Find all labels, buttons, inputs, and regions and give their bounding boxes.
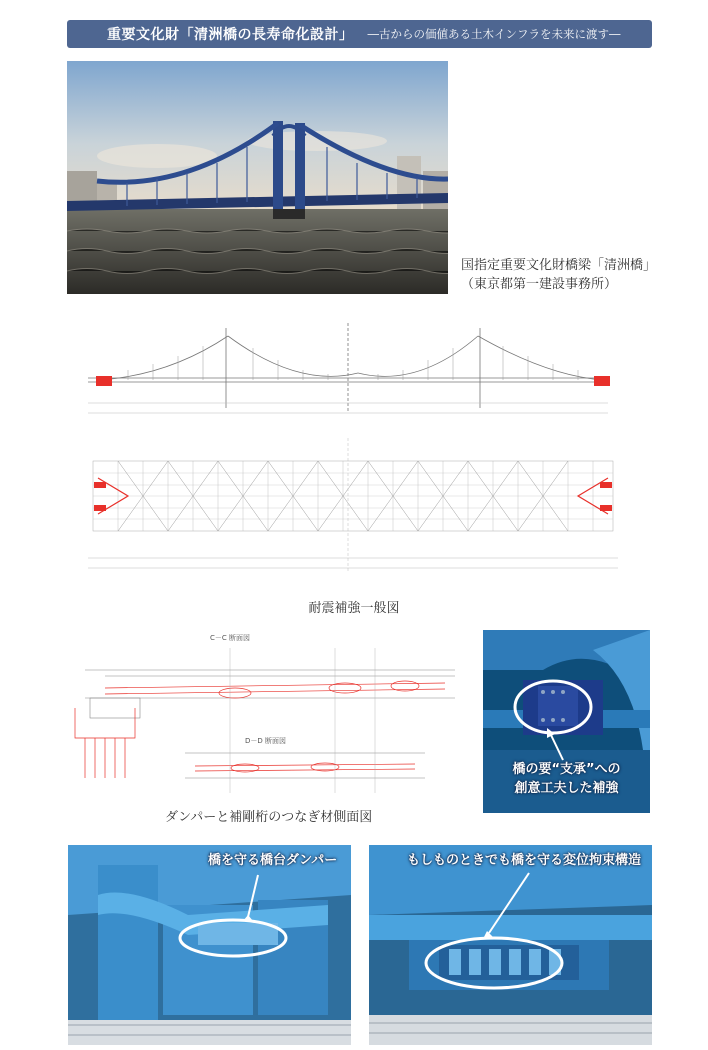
caption-line-1: 国指定重要文化財橋梁「清洲橋」: [461, 258, 657, 273]
header-subtitle: ―古からの価値ある土木インフラを未来に渡す―: [367, 27, 621, 41]
bearing-label-line-1: 橋の要“支承”への: [512, 762, 621, 777]
damper-render: [68, 845, 351, 1045]
damper-drawing-caption: ダンパーと補剛桁のつなぎ材側面図: [165, 810, 373, 825]
restraint-render: [369, 845, 652, 1045]
bearing-label-line-2: 創意工夫した補強: [514, 781, 619, 796]
damper-side-drawing: [45, 628, 465, 803]
bridge-photo: [67, 61, 448, 294]
bearing-label: [483, 760, 650, 798]
header-title: 重要文化財「清洲橋の長寿命化設計」: [107, 27, 354, 43]
seismic-drawing-caption: 耐震補強一般図: [308, 601, 400, 616]
restraint-label: もしものときでも橋を守る変位拘束構造: [407, 853, 642, 868]
seismic-general-drawing: [58, 318, 648, 580]
bearing-render: [483, 630, 650, 813]
section-dd-label: D－D 断面図: [245, 737, 287, 745]
header-banner: [67, 20, 652, 48]
damper-label: 橋を守る橋台ダンパー: [208, 853, 338, 868]
caption-line-2: （東京都第一建設事務所）: [461, 277, 618, 292]
section-cc-label: C－C 断面図: [210, 634, 251, 642]
bridge-photo-caption: [461, 256, 656, 294]
